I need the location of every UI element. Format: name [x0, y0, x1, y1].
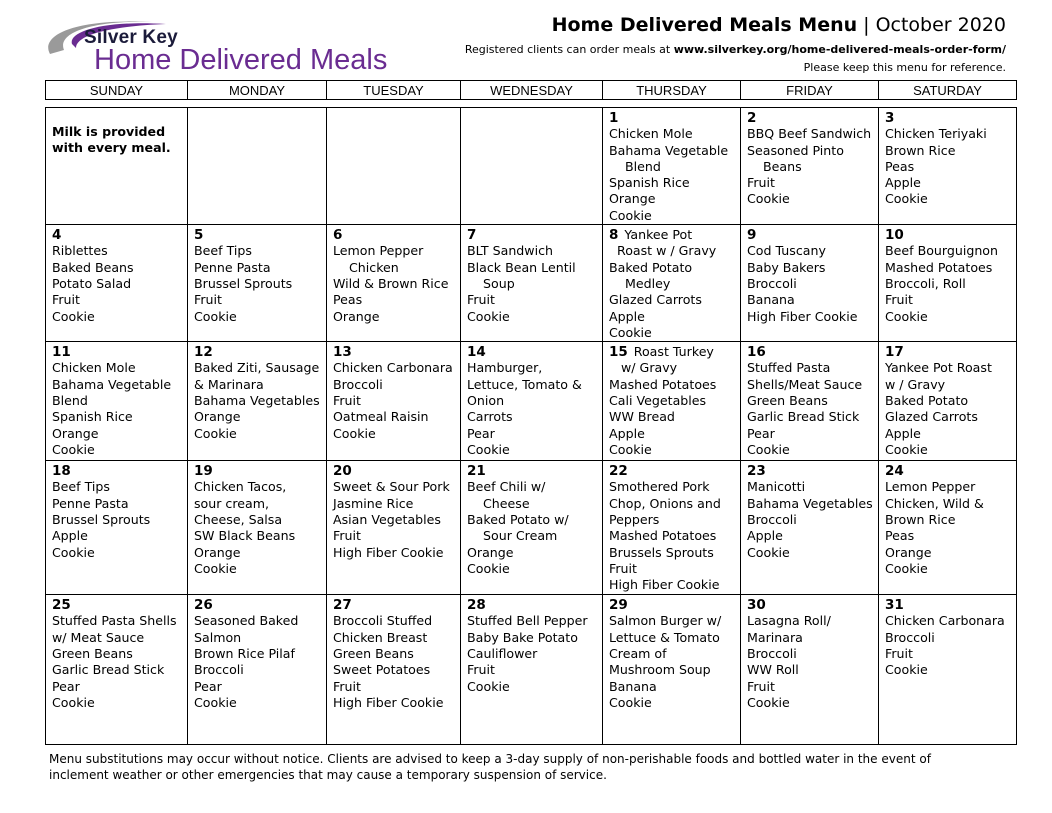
menu-item: Cookie	[467, 560, 510, 576]
menu-item: Cookie	[609, 694, 652, 710]
day-number: 16	[747, 344, 766, 361]
menu-item: Penne Pasta	[52, 495, 129, 511]
menu-item: Sweet & Sour Pork	[333, 479, 450, 495]
menu-item: Cookie	[609, 441, 652, 457]
menu-item: Broccoli	[747, 512, 797, 528]
menu-item: Shells/Meat Sauce	[747, 376, 863, 392]
menu-item: Penne Pasta	[194, 259, 271, 275]
day-number: 9	[747, 227, 757, 244]
menu-item: Brown Rice	[885, 142, 956, 158]
menu-item: Smothered Pork	[609, 479, 710, 495]
day-cell	[188, 225, 327, 342]
menu-item: Baked Potato	[609, 259, 693, 275]
logo-product: Home Delivered Meals	[94, 44, 388, 76]
menu-item: Apple	[609, 425, 645, 441]
calendar-week	[46, 225, 1017, 342]
menu-item: Beef Tips	[194, 243, 252, 259]
menu-item: Cookie	[747, 694, 790, 710]
day-cell	[741, 595, 879, 745]
menu-item: Fruit	[194, 292, 222, 308]
title-separator: |	[863, 14, 870, 36]
menu-item: Cali Vegetables	[609, 393, 707, 409]
footer-disclaimer: Menu substitutions may occur without notice. Clients are advised to keep a 3-day supply of non-perishable foods and bottled water in the event of inclement weather or other emergencies that may cause a temporary suspension of service.	[49, 752, 931, 782]
day-cell	[46, 342, 188, 461]
menu-item: Mashed Potatoes	[609, 376, 717, 392]
menu-item: Cookie	[467, 441, 510, 457]
day-cell	[879, 595, 1017, 745]
day-number: 12	[194, 344, 213, 361]
menu-item: & Marinara	[194, 376, 264, 392]
menu-item: Beans	[747, 158, 802, 174]
day-number: 5	[194, 227, 204, 244]
menu-item: High Fiber Cookie	[333, 694, 444, 710]
day-number: 3	[885, 110, 895, 126]
menu-item: WW Roll	[747, 662, 799, 678]
weekday-tuesday: TUESDAY	[327, 81, 461, 100]
weekday-monday: MONDAY	[188, 81, 327, 100]
menu-item: Beef Tips	[52, 479, 110, 495]
menu-item: Broccoli	[747, 275, 797, 291]
milk-note: Milk is provided with every meal.	[52, 124, 171, 155]
day-number: 18	[52, 463, 71, 480]
menu-item: Cookie	[52, 544, 95, 560]
title-text: Home Delivered Meals Menu	[551, 14, 858, 36]
day-number: 2	[747, 110, 757, 126]
day-cell	[603, 595, 741, 745]
day-cell	[879, 108, 1017, 225]
logo-brand: Silver Key	[84, 27, 178, 48]
day-number: 26	[194, 597, 213, 614]
day-cell	[461, 461, 603, 595]
order-url: www.silverkey.org/home-delivered-meals-order-form/	[673, 43, 1006, 56]
menu-item: Brussel Sprouts	[194, 275, 293, 291]
menu-item: Salmon Burger w/	[609, 613, 722, 629]
menu-item: Carrots	[467, 409, 513, 425]
menu-item: Cream of	[609, 646, 667, 662]
page-title	[552, 14, 1006, 36]
menu-item: Cauliflower	[467, 646, 538, 662]
menu-item: Orange	[885, 544, 932, 560]
day-cell	[46, 225, 188, 342]
logo	[42, 14, 412, 78]
menu-item: Wild & Brown Rice	[333, 275, 449, 291]
day-number: 15	[609, 344, 628, 361]
menu-item: Peas	[333, 292, 363, 308]
menu-item: Pear	[194, 678, 222, 694]
menu-item: Peppers	[609, 512, 660, 528]
menu-item: Green Beans	[52, 646, 133, 662]
menu-item: Asian Vegetables	[333, 512, 441, 528]
menu-item: Lemon Pepper	[333, 243, 424, 259]
menu-item: Sour Cream	[467, 528, 558, 544]
menu-item: Garlic Bread Stick	[52, 662, 165, 678]
menu-item: Baked Potato	[885, 393, 969, 409]
day-cell	[46, 595, 188, 745]
menu-item: Lemon Pepper	[885, 479, 976, 495]
menu-item: Apple	[609, 308, 645, 324]
menu-item: Cookie	[194, 560, 237, 576]
day-number: 1	[609, 110, 619, 126]
day-number: 25	[52, 597, 71, 614]
day-number: 6	[333, 227, 343, 244]
menu-item: Green Beans	[333, 646, 414, 662]
menu-item: Orange	[52, 425, 99, 441]
menu-item: Fruit	[333, 393, 361, 409]
day-cell	[461, 225, 603, 342]
weekday-sunday: SUNDAY	[46, 81, 188, 100]
menu-item: sour cream,	[194, 495, 269, 511]
day-cell	[327, 595, 461, 745]
menu-item: Broccoli, Roll	[885, 275, 966, 291]
menu-item: Banana	[747, 292, 795, 308]
menu-item: Mushroom Soup	[609, 662, 711, 678]
menu-item: Marinara	[747, 629, 803, 645]
menu-item: Green Beans	[747, 393, 828, 409]
menu-item: Cookie	[747, 544, 790, 560]
menu-calendar	[45, 107, 1017, 745]
menu-item: Stuffed Pasta Shells	[52, 613, 177, 629]
menu-item: Cookie	[885, 662, 928, 678]
menu-item: SW Black Beans	[194, 528, 296, 544]
menu-item: WW Bread	[609, 409, 675, 425]
menu-item: Apple	[747, 528, 783, 544]
menu-item: Bahama Vegetable	[609, 142, 729, 158]
day-number: 20	[333, 463, 352, 480]
menu-item: Cookie	[885, 441, 928, 457]
empty-day-cell	[188, 108, 327, 225]
menu-item: Cookie	[194, 308, 237, 324]
day-cell	[327, 225, 461, 342]
menu-item: Glazed Carrots	[885, 409, 978, 425]
weekday-header	[45, 80, 1017, 100]
menu-item: Spanish Rice	[609, 175, 690, 191]
order-prefix: Registered clients can order meals at	[464, 43, 671, 56]
menu-item: Chop, Onions and	[609, 495, 721, 511]
menu-item: Lasagna Roll/	[747, 613, 831, 629]
menu-item: Bahama Vegetable	[52, 376, 172, 392]
day-cell	[741, 342, 879, 461]
menu-item: Bahama Vegetables	[747, 495, 873, 511]
day-number: 19	[194, 463, 213, 480]
menu-item: Yankee Pot Roast	[885, 360, 992, 376]
calendar-week	[46, 342, 1017, 461]
menu-item: Brussel Sprouts	[52, 512, 151, 528]
day-cell	[188, 342, 327, 461]
menu-item: Bahama Vegetables	[194, 393, 320, 409]
menu-item: Baby Bake Potato	[467, 629, 578, 645]
menu-item: Orange	[333, 308, 380, 324]
menu-item: Cheese, Salsa	[194, 512, 283, 528]
menu-item: w / Gravy	[885, 376, 946, 392]
menu-item: Riblettes	[52, 243, 108, 259]
menu-item: Jasmine Rice	[333, 495, 414, 511]
day-number: 28	[467, 597, 486, 614]
menu-item: Fruit	[333, 528, 361, 544]
menu-item: High Fiber Cookie	[609, 577, 720, 593]
menu-item: Chicken Breast	[333, 629, 428, 645]
menu-item: Broccoli	[885, 629, 935, 645]
menu-item: Orange	[609, 191, 656, 207]
day-cell	[741, 225, 879, 342]
menu-item: Fruit	[467, 662, 495, 678]
menu-item: BLT Sandwich	[467, 243, 554, 259]
day-cell	[603, 108, 741, 225]
menu-item: Banana	[609, 678, 657, 694]
menu-item: Cod Tuscany	[747, 243, 826, 259]
menu-item: Fruit	[467, 292, 495, 308]
menu-item: Chicken Mole	[52, 360, 136, 376]
empty-day-cell	[327, 108, 461, 225]
weekday-thursday: THURSDAY	[603, 81, 741, 100]
menu-item: BBQ Beef Sandwich	[747, 126, 872, 142]
title-month: October 2020	[875, 14, 1006, 36]
menu-item: High Fiber Cookie	[747, 308, 858, 324]
menu-item: Blend	[52, 393, 88, 409]
menu-item: Broccoli	[333, 376, 383, 392]
day-cell	[603, 342, 741, 461]
menu-item: Seasoned Pinto	[747, 142, 844, 158]
day-number: 21	[467, 463, 486, 480]
day-cell	[327, 342, 461, 461]
day-cell	[461, 595, 603, 745]
menu-item: Beef Chili w/	[467, 479, 546, 495]
menu-item: Chicken Carbonara	[885, 613, 1005, 629]
menu-item: Cheese	[467, 495, 530, 511]
menu-item: Broccoli	[747, 646, 797, 662]
menu-item: Pear	[52, 678, 80, 694]
menu-item: Cookie	[52, 694, 95, 710]
menu-item: Apple	[885, 175, 921, 191]
menu-item: Baked Potato w/	[467, 512, 569, 528]
menu-item: Cookie	[467, 308, 510, 324]
day-cell	[741, 108, 879, 225]
day-number: 17	[885, 344, 904, 361]
day-cell	[46, 461, 188, 595]
day-number: 7	[467, 227, 477, 244]
order-info	[465, 43, 1006, 56]
menu-item: Chicken Mole	[609, 126, 693, 142]
day-number: 30	[747, 597, 766, 614]
menu-item: Potato Salad	[52, 275, 132, 291]
menu-item: Fruit	[885, 646, 913, 662]
menu-item: Soup	[467, 275, 515, 291]
menu-item: Fruit	[885, 292, 913, 308]
day-cell	[461, 342, 603, 461]
menu-item: Peas	[885, 158, 915, 174]
menu-item: Lettuce, Tomato &	[467, 376, 582, 392]
menu-item: Orange	[467, 544, 514, 560]
menu-item: Cookie	[885, 191, 928, 207]
menu-item: Yankee Pot	[624, 227, 693, 243]
day-number: 22	[609, 463, 628, 480]
menu-item: Cookie	[52, 441, 95, 457]
menu-item: Baked Ziti, Sausage	[194, 360, 320, 376]
menu-item: High Fiber Cookie	[333, 544, 444, 560]
empty-day-cell	[46, 108, 188, 225]
day-number: 27	[333, 597, 352, 614]
menu-item: Glazed Carrots	[609, 292, 702, 308]
day-number: 4	[52, 227, 62, 244]
menu-item: Orange	[194, 409, 241, 425]
day-number: 8	[609, 227, 619, 244]
day-number: 10	[885, 227, 904, 244]
menu-item: Fruit	[609, 560, 637, 576]
menu-item: Cookie	[467, 678, 510, 694]
day-cell	[603, 225, 741, 342]
menu-item: Spanish Rice	[52, 409, 133, 425]
menu-item: Beef Bourguignon	[885, 243, 998, 259]
menu-item: Fruit	[747, 175, 775, 191]
menu-item: Cookie	[194, 425, 237, 441]
menu-item: Peas	[885, 528, 915, 544]
calendar-week	[46, 108, 1017, 225]
menu-item: Mashed Potatoes	[609, 528, 717, 544]
menu-item: Cookie	[747, 191, 790, 207]
menu-item: Cookie	[609, 207, 652, 223]
menu-item: Orange	[194, 544, 241, 560]
day-cell	[188, 461, 327, 595]
menu-item: Brown Rice Pilaf	[194, 646, 295, 662]
day-cell	[879, 461, 1017, 595]
menu-item: Blend	[609, 158, 661, 174]
day-cell	[879, 342, 1017, 461]
day-cell	[188, 595, 327, 745]
menu-item: Baby Bakers	[747, 259, 826, 275]
menu-item: w/ Meat Sauce	[52, 629, 145, 645]
menu-item: Sweet Potatoes	[333, 662, 431, 678]
menu-item: Pear	[467, 425, 495, 441]
day-number: 14	[467, 344, 486, 361]
menu-item: Garlic Bread Stick	[747, 409, 860, 425]
day-number: 29	[609, 597, 628, 614]
weekday-saturday: SATURDAY	[879, 81, 1017, 100]
day-number: 13	[333, 344, 352, 361]
menu-item: Stuffed Bell Pepper	[467, 613, 588, 629]
menu-item: Cookie	[747, 441, 790, 457]
menu-item: Roast w / Gravy	[609, 243, 717, 259]
menu-item: Cookie	[885, 560, 928, 576]
menu-item: Fruit	[333, 678, 361, 694]
day-cell	[603, 461, 741, 595]
menu-item: Cookie	[333, 425, 376, 441]
menu-item: w/ Gravy	[609, 360, 678, 376]
menu-item: Fruit	[52, 292, 80, 308]
menu-item: Stuffed Pasta	[747, 360, 831, 376]
empty-day-cell	[461, 108, 603, 225]
menu-item: Mashed Potatoes	[885, 259, 993, 275]
menu-item: Onion	[467, 393, 505, 409]
menu-item: Roast Turkey	[633, 344, 714, 360]
menu-item: Broccoli Stuffed	[333, 613, 433, 629]
menu-item: Cookie	[609, 324, 652, 340]
keep-note: Please keep this menu for reference.	[803, 61, 1006, 74]
menu-item: Baked Beans	[52, 259, 134, 275]
day-number: 11	[52, 344, 71, 361]
menu-item: Pear	[747, 425, 775, 441]
menu-item: Cookie	[885, 308, 928, 324]
menu-item: Seasoned Baked	[194, 613, 299, 629]
day-number: 31	[885, 597, 904, 614]
menu-item: Broccoli	[194, 662, 244, 678]
day-cell	[741, 461, 879, 595]
menu-item: Chicken Carbonara	[333, 360, 453, 376]
menu-item: Black Bean Lentil	[467, 259, 576, 275]
menu-item: Salmon	[194, 629, 242, 645]
menu-item: Chicken	[333, 259, 399, 275]
day-cell	[327, 461, 461, 595]
day-number: 24	[885, 463, 904, 480]
menu-item: Chicken Tacos,	[194, 479, 287, 495]
menu-item: Fruit	[747, 678, 775, 694]
calendar-week	[46, 461, 1017, 595]
menu-item: Oatmeal Raisin	[333, 409, 429, 425]
weekday-wednesday: WEDNESDAY	[461, 81, 603, 100]
menu-item: Manicotti	[747, 479, 806, 495]
menu-item: Cookie	[194, 694, 237, 710]
day-cell	[879, 225, 1017, 342]
menu-item: Apple	[52, 528, 88, 544]
weekday-friday: FRIDAY	[741, 81, 879, 100]
menu-item: Medley	[609, 275, 671, 291]
menu-item: Cookie	[52, 308, 95, 324]
day-number: 23	[747, 463, 766, 480]
menu-item: Hamburger,	[467, 360, 543, 376]
menu-item: Brown Rice	[885, 512, 956, 528]
menu-item: Chicken Teriyaki	[885, 126, 987, 142]
menu-item: Chicken, Wild &	[885, 495, 984, 511]
calendar-week	[46, 595, 1017, 745]
menu-item: Apple	[885, 425, 921, 441]
menu-item: Lettuce & Tomato	[609, 629, 720, 645]
menu-item: Brussels Sprouts	[609, 544, 714, 560]
